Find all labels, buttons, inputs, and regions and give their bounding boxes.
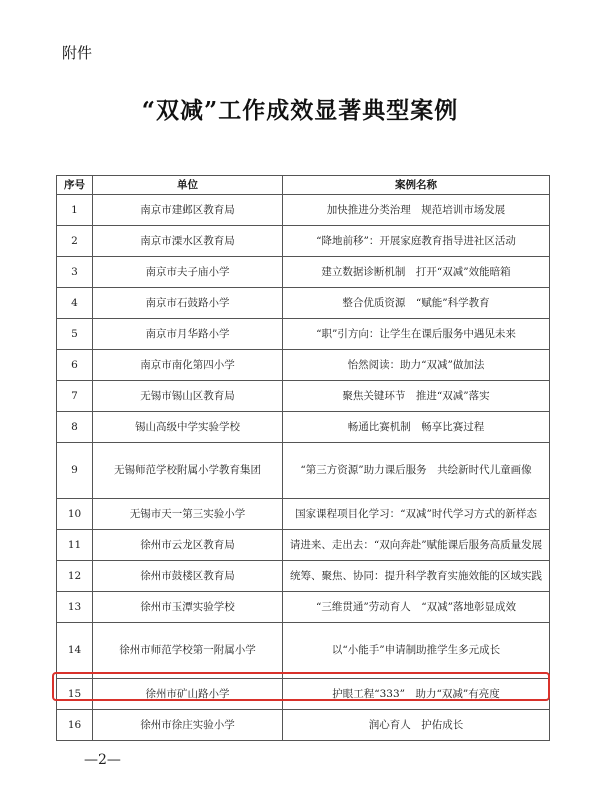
row-unit: 无锡市锡山区教育局 (93, 381, 283, 412)
row-case-name: 国家课程项目化学习：“双减”时代学习方式的新样态 (283, 499, 550, 530)
row-unit: 南京市石鼓路小学 (93, 288, 283, 319)
attachment-label: 附件 (62, 44, 93, 62)
row-case-name: 润心育人 护佑成长 (283, 710, 550, 741)
row-case-name: 畅通比赛机制 畅享比赛过程 (283, 412, 550, 443)
row-case-name: 统筹、聚焦、协同：提升科学教育实施效能的区域实践 (283, 561, 550, 592)
row-case-name: 整合优质资源 “赋能”科学教育 (283, 288, 550, 319)
row-unit: 徐州市矿山路小学 (93, 679, 283, 710)
row-unit: 徐州市徐庄实验小学 (93, 710, 283, 741)
cases-table (56, 175, 550, 741)
row-unit: 南京市溧水区教育局 (93, 226, 283, 257)
table-row (57, 412, 550, 443)
row-index: 9 (57, 443, 93, 499)
header-case-name: 案例名称 (283, 176, 550, 195)
table-row (57, 226, 550, 257)
table-row (57, 561, 550, 592)
header-unit: 单位 (93, 176, 283, 195)
row-index: 5 (57, 319, 93, 350)
table-row (57, 319, 550, 350)
row-case-name: “第三方资源”助力课后服务 共绘新时代儿童画像 (283, 443, 550, 499)
table-row (57, 257, 550, 288)
row-case-name: “降地前移”：开展家庭教育指导进社区活动 (283, 226, 550, 257)
row-unit: 锡山高级中学实验学校 (93, 412, 283, 443)
row-index: 11 (57, 530, 93, 561)
row-unit: 徐州市云龙区教育局 (93, 530, 283, 561)
row-index: 3 (57, 257, 93, 288)
row-unit: 南京市月华路小学 (93, 319, 283, 350)
table-row (57, 288, 550, 319)
row-case-name: 以“小能手”申请制助推学生多元成长 (283, 623, 550, 679)
table-row (57, 350, 550, 381)
row-case-name: “三维贯通”劳动育人 “双减”落地彰显成效 (283, 592, 550, 623)
table-row (57, 443, 550, 499)
row-index: 12 (57, 561, 93, 592)
row-unit: 无锡师范学校附属小学教育集团 (93, 443, 283, 499)
row-index: 13 (57, 592, 93, 623)
row-unit: 徐州市鼓楼区教育局 (93, 561, 283, 592)
row-unit: 南京市南化第四小学 (93, 350, 283, 381)
row-index: 7 (57, 381, 93, 412)
row-index: 15 (57, 679, 93, 710)
row-case-name: 护眼工程“333” 助力“双减”有亮度 (283, 679, 550, 710)
row-index: 1 (57, 195, 93, 226)
row-case-name: 聚焦关键环节 推进“双减”落实 (283, 381, 550, 412)
row-case-name: “职”引方向：让学生在课后服务中遇见未来 (283, 319, 550, 350)
row-case-name: 加快推进分类治理 规范培训市场发展 (283, 195, 550, 226)
header-index: 序号 (57, 176, 93, 195)
table-header-row (57, 176, 550, 195)
row-index: 6 (57, 350, 93, 381)
table-row (57, 623, 550, 679)
row-unit: 南京市夫子庙小学 (93, 257, 283, 288)
row-unit: 南京市建邺区教育局 (93, 195, 283, 226)
table-row-highlighted (57, 710, 550, 741)
row-index: 8 (57, 412, 93, 443)
row-case-name: 怡然阅读：助力“双减”做加法 (283, 350, 550, 381)
row-index: 14 (57, 623, 93, 679)
table-row (57, 530, 550, 561)
row-case-name: 请进来、走出去：“双向奔赴”赋能课后服务高质量发展 (283, 530, 550, 561)
row-unit: 徐州市师范学校第一附属小学 (93, 623, 283, 679)
table-row (57, 195, 550, 226)
row-unit: 无锡市天一第三实验小学 (93, 499, 283, 530)
table-row (57, 381, 550, 412)
document-title: “双减”工作成效显著典型案例 (141, 97, 459, 124)
row-highlight-box (52, 672, 550, 701)
row-case-name: 建立数据诊断机制 打开“双减”效能暗箱 (283, 257, 550, 288)
page-number: —2— (84, 752, 121, 768)
table-row (57, 499, 550, 530)
row-unit: 徐州市玉潭实验学校 (93, 592, 283, 623)
row-index: 16 (57, 710, 93, 741)
row-index: 2 (57, 226, 93, 257)
table-row (57, 592, 550, 623)
row-index: 4 (57, 288, 93, 319)
row-index: 10 (57, 499, 93, 530)
